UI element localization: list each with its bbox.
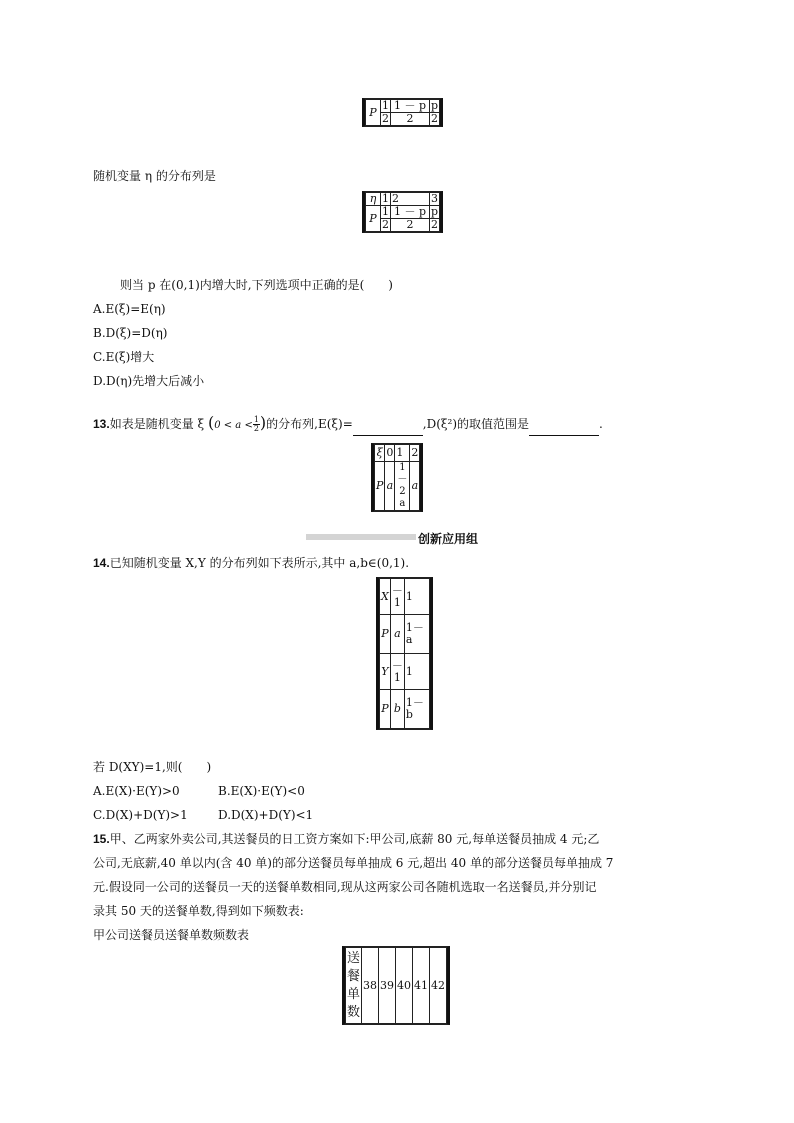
- table2-row-label: P: [366, 206, 381, 232]
- q15-line-1: [93, 831, 599, 847]
- paren-close: ): [259, 413, 267, 432]
- q15-table-title: 甲公司送餐员送餐单数频数表: [93, 928, 250, 942]
- table1-cell: 1: [382, 99, 389, 112]
- distribution-table-2: [362, 191, 443, 233]
- table2-cell: 2: [382, 218, 389, 231]
- table4-cell: 1－b: [404, 690, 429, 729]
- q14-stem: [93, 555, 409, 571]
- q14-condition: 若 D(XY)=1,则( ): [93, 760, 212, 774]
- frequency-table-cell: 40: [396, 948, 413, 1024]
- table4-cell: －1: [390, 579, 404, 615]
- table3-header: 1: [395, 445, 410, 462]
- table2-cell: 1 － p: [391, 206, 430, 219]
- answer-blank-2[interactable]: [529, 424, 599, 436]
- distribution-table-3: [371, 443, 423, 512]
- table2-cell: 2: [431, 218, 439, 231]
- frequency-table-cell: 42: [430, 948, 447, 1024]
- table2-cell: 1: [382, 205, 389, 218]
- frequency-table-header: 送餐单数: [346, 948, 362, 1024]
- q12-option-c: C.E(ξ)增大: [93, 350, 155, 364]
- q15-line-4: 录其 50 天的送餐单数,得到如下频数表:: [93, 904, 304, 918]
- question-number: 15.: [93, 832, 110, 846]
- table1-row-label: P: [366, 100, 381, 126]
- q13-stem: [93, 413, 603, 436]
- q15-line-2: 公司,无底薪,40 单以内(含 40 单)的部分送餐员每单抽成 6 元,超出 40 单的部分送餐员每单抽成 7: [93, 856, 614, 870]
- table4-cell: －1: [390, 654, 404, 690]
- table4-cell: 1: [404, 579, 429, 615]
- q13-text-d: .: [599, 417, 603, 431]
- q14-option-c: C.D(X)+D(Y)>1: [93, 808, 188, 822]
- table2-header: η: [366, 193, 381, 206]
- section-divider-bar: [306, 534, 416, 540]
- table1-cell: 2: [382, 112, 389, 125]
- q14-option-a: A.E(X)·E(Y)>0: [93, 784, 180, 798]
- table2-header: 3: [431, 192, 439, 205]
- table2-header: 1: [382, 192, 389, 205]
- table4-cell: X: [380, 579, 391, 615]
- question-number: 13.: [93, 417, 110, 431]
- q14-option-d: D.D(X)+D(Y)<1: [218, 808, 314, 822]
- q12-option-a: A.E(ξ)=E(η): [93, 302, 166, 316]
- q13-text-a: 如表是随机变量 ξ: [109, 417, 205, 431]
- q13-condition-fraction: $\frac{1}{2}$: [253, 415, 259, 433]
- question-number: 14.: [93, 556, 110, 570]
- eta-intro: 随机变量 η 的分布列是: [93, 169, 216, 183]
- q15-text: 甲、乙两家外卖公司,其送餐员的日工资方案如下:甲公司,底薪 80 元,每单送餐员抽成 4 元;乙: [109, 832, 600, 846]
- section-title: 创新应用组: [418, 532, 479, 546]
- table4-cell: 1: [404, 654, 429, 690]
- table4-cell: a: [390, 615, 404, 654]
- frequency-table-cell: 41: [413, 948, 430, 1024]
- table3-header: ξ: [375, 445, 385, 462]
- distribution-table-1: [362, 98, 443, 127]
- table4-cell: b: [390, 690, 404, 729]
- table4-cell: P: [380, 690, 391, 729]
- q14-text: 已知随机变量 X,Y 的分布列如下表所示,其中 a,b∈(0,1).: [109, 556, 410, 570]
- table1-cell: 2: [391, 113, 430, 126]
- q13-text-c: ,D(ξ²)的取值范围是: [422, 417, 530, 431]
- table3-header: 0: [385, 445, 395, 462]
- q15-line-3: 元.假设同一公司的送餐员一天的送餐单数相同,现从这两家公司各随机选取一名送餐员,并分别记: [93, 880, 597, 894]
- table4-cell: Y: [380, 654, 391, 690]
- table1-cell: 2: [431, 112, 439, 125]
- q12-stem: 则当 p 在(0,1)内增大时,下列选项中正确的是( ): [120, 278, 393, 292]
- paren-open: (: [207, 413, 215, 432]
- table2-cell: 2: [391, 219, 430, 232]
- q14-option-b: B.E(X)·E(Y)<0: [218, 784, 305, 798]
- distribution-table-4: [376, 577, 433, 730]
- table4-cell: 1－a: [404, 615, 429, 654]
- q13-text-b: 的分布列,E(ξ)=: [266, 417, 353, 431]
- q12-option-d: D.D(η)先增大后减小: [93, 374, 205, 388]
- table2-header: 2: [391, 193, 430, 206]
- q12-option-b: B.D(ξ)=D(η): [93, 326, 168, 340]
- table3-cell: a: [410, 462, 420, 511]
- table3-row-label: P: [375, 462, 385, 511]
- table1-cell: 1 － p: [391, 100, 430, 113]
- answer-blank-1[interactable]: [353, 424, 423, 436]
- table3-cell: 1－2a: [395, 462, 410, 511]
- frequency-table: [342, 946, 450, 1025]
- table1-cell: p: [431, 99, 439, 112]
- frequency-table-cell: 38: [362, 948, 379, 1024]
- table4-cell: P: [380, 615, 391, 654]
- table3-header: 2: [410, 445, 420, 462]
- table3-cell: a: [385, 462, 395, 511]
- q13-condition: 0 < a <: [214, 420, 253, 431]
- table2-cell: p: [431, 205, 439, 218]
- frequency-table-cell: 39: [379, 948, 396, 1024]
